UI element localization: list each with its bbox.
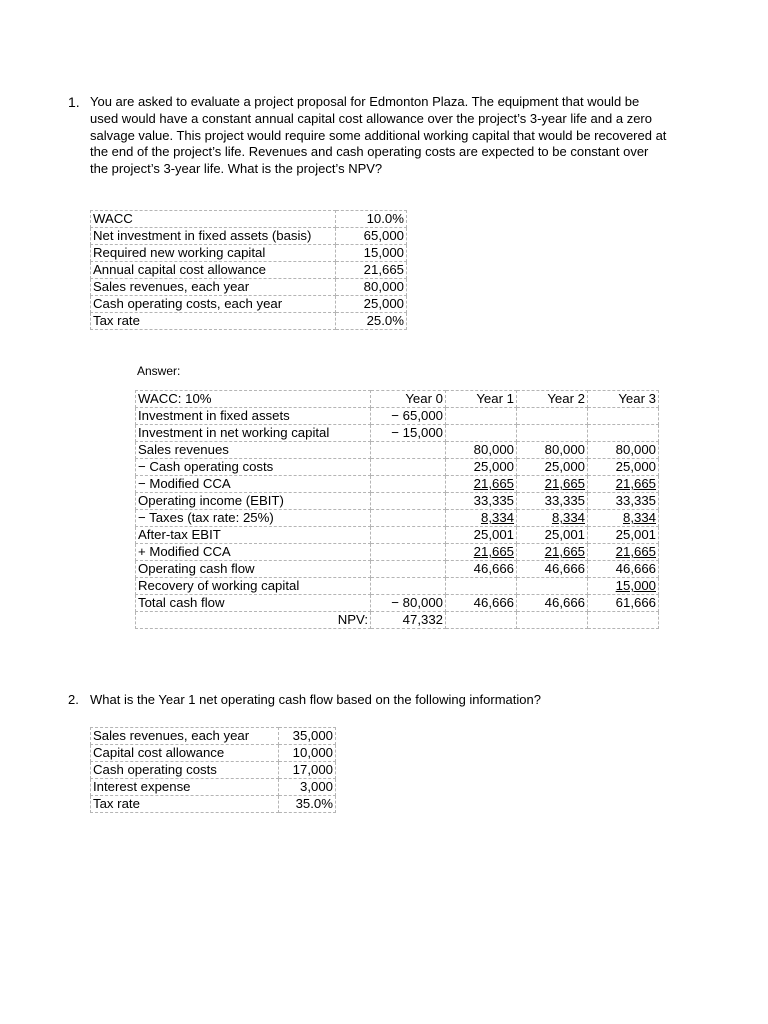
row-value: [446, 493, 517, 510]
cell-value: 46,666: [615, 561, 656, 576]
row-value: [588, 578, 659, 595]
row-value: [588, 476, 659, 493]
cell-value: 33,335: [544, 493, 585, 508]
question-2-text: What is the Year 1 net operating cash flow based on the following information?: [90, 692, 541, 707]
row-value: [517, 493, 588, 510]
given-label: Interest expense: [91, 779, 279, 796]
cell-value: 8,334: [622, 510, 656, 525]
row-label: − Taxes (tax rate: 25%): [136, 510, 371, 527]
cell-value: 80,000: [473, 442, 514, 457]
table-row: [136, 442, 659, 459]
given-label: Required new working capital: [91, 245, 336, 262]
row-value: [517, 510, 588, 527]
row-value: [446, 408, 517, 425]
given-value: 10,000: [279, 745, 336, 762]
answer-cash-flow-table: [135, 390, 659, 629]
cell-value: 46,666: [473, 561, 514, 576]
row-value: [517, 561, 588, 578]
cell-value: 15,000: [615, 578, 656, 593]
cell-value: 46,666: [473, 595, 514, 610]
table-row: [136, 561, 659, 578]
row-value: [371, 578, 446, 595]
cell-value: 33,335: [615, 493, 656, 508]
cell-value: 8,334: [551, 510, 585, 525]
cell-value: 25,000: [615, 459, 656, 474]
table-row: [91, 262, 407, 279]
cell-value: 33,335: [473, 493, 514, 508]
cell-value: 21,665: [473, 476, 514, 491]
given-value: 35,000: [279, 728, 336, 745]
table-row: [136, 595, 659, 612]
row-value: [588, 544, 659, 561]
table-row: [136, 544, 659, 561]
table-row: [91, 796, 336, 813]
given-label: Cash operating costs: [91, 762, 279, 779]
row-value: [517, 476, 588, 493]
question-1-number: 1.: [68, 94, 80, 110]
cell-value: 25,001: [544, 527, 585, 542]
given-value: 3,000: [279, 779, 336, 796]
table-row: [91, 779, 336, 796]
row-value: [517, 527, 588, 544]
empty-cell: [517, 612, 588, 629]
row-value: [517, 425, 588, 442]
cell-value: 21,665: [473, 544, 514, 559]
given-value: 10.0%: [336, 211, 407, 228]
cell-value: 25,001: [473, 527, 514, 542]
row-value: [588, 408, 659, 425]
cell-value: 80,000: [615, 442, 656, 457]
given-label: Net investment in fixed assets (basis): [91, 228, 336, 245]
header-year: Year 0: [371, 391, 446, 408]
row-value: [588, 442, 659, 459]
cell-value: 21,665: [615, 476, 656, 491]
empty-cell: [588, 612, 659, 629]
table-row: [136, 493, 659, 510]
given-value: 21,665: [336, 262, 407, 279]
header-year: Year 1: [446, 391, 517, 408]
row-value: [446, 561, 517, 578]
row-value: [588, 425, 659, 442]
row-value: [371, 476, 446, 493]
cell-value: − 15,000: [391, 425, 443, 440]
row-value: [517, 595, 588, 612]
answer-label: Answer:: [137, 364, 181, 378]
row-value: [517, 578, 588, 595]
given-value: 25,000: [336, 296, 407, 313]
cell-value: 21,665: [615, 544, 656, 559]
table-row: [91, 296, 407, 313]
row-value: [446, 425, 517, 442]
row-label: Recovery of working capital: [136, 578, 371, 595]
row-label: Investment in fixed assets: [136, 408, 371, 425]
question-1-text: You are asked to evaluate a project proposal for Edmonton Plaza. The equipment that would be used would have a constant annual capital cost allowance over the project’s 3-year life and a zero salvage value. This project would require some additional working capital that would be recovered at the end of the project’s life. Revenues and cash operating costs are expected to be constant over the project’s 3-year life. What is the project’s NPV?: [90, 94, 667, 177]
row-value: [588, 561, 659, 578]
npv-label: NPV:: [136, 612, 371, 629]
table-row: [91, 313, 407, 330]
question-2-number: 2.: [68, 692, 79, 707]
row-value: [517, 408, 588, 425]
cell-value: 21,665: [544, 476, 585, 491]
given-label: WACC: [91, 211, 336, 228]
row-value: [588, 595, 659, 612]
cell-value: 25,001: [615, 527, 656, 542]
row-value: [371, 527, 446, 544]
row-value: [371, 408, 446, 425]
table-row: [136, 510, 659, 527]
row-value: [446, 510, 517, 527]
given-value: 17,000: [279, 762, 336, 779]
row-label: Total cash flow: [136, 595, 371, 612]
cell-value: 80,000: [544, 442, 585, 457]
table-row: [136, 476, 659, 493]
cell-value: 25,000: [544, 459, 585, 474]
row-value: [446, 476, 517, 493]
table-header-row: [136, 391, 659, 408]
npv-row: [136, 612, 659, 629]
row-value: [588, 510, 659, 527]
header-label: WACC: 10%: [136, 391, 371, 408]
row-value: [446, 544, 517, 561]
table-row: [91, 245, 407, 262]
given-value: 35.0%: [279, 796, 336, 813]
row-value: [446, 459, 517, 476]
row-value: [446, 442, 517, 459]
row-value: [371, 425, 446, 442]
question-2-given-table: [90, 727, 336, 813]
row-label: Investment in net working capital: [136, 425, 371, 442]
cell-value: − 80,000: [391, 595, 443, 610]
cell-value: 21,665: [544, 544, 585, 559]
cell-value: 61,666: [615, 595, 656, 610]
row-label: Operating income (EBIT): [136, 493, 371, 510]
given-label: Annual capital cost allowance: [91, 262, 336, 279]
given-value: 80,000: [336, 279, 407, 296]
row-value: [446, 595, 517, 612]
table-row: [91, 762, 336, 779]
cell-value: 25,000: [473, 459, 514, 474]
row-value: [588, 527, 659, 544]
row-value: [371, 442, 446, 459]
row-label: − Cash operating costs: [136, 459, 371, 476]
row-value: [588, 493, 659, 510]
given-value: 65,000: [336, 228, 407, 245]
row-value: [588, 459, 659, 476]
given-label: Sales revenues, each year: [91, 279, 336, 296]
row-value: [371, 561, 446, 578]
cell-value: 46,666: [544, 561, 585, 576]
row-value: [517, 442, 588, 459]
row-label: Sales revenues: [136, 442, 371, 459]
given-label: Tax rate: [91, 796, 279, 813]
row-label: + Modified CCA: [136, 544, 371, 561]
row-value: [371, 544, 446, 561]
row-value: [446, 527, 517, 544]
row-value: [371, 493, 446, 510]
table-row: [136, 425, 659, 442]
table-row: [91, 745, 336, 762]
row-label: − Modified CCA: [136, 476, 371, 493]
cell-value: 46,666: [544, 595, 585, 610]
header-year: Year 3: [588, 391, 659, 408]
table-row: [91, 728, 336, 745]
table-row: [91, 211, 407, 228]
table-row: [136, 527, 659, 544]
given-value: 25.0%: [336, 313, 407, 330]
table-row: [136, 408, 659, 425]
given-label: Cash operating costs, each year: [91, 296, 336, 313]
header-year: Year 2: [517, 391, 588, 408]
question-1-given-table: [90, 210, 407, 330]
row-value: [371, 510, 446, 527]
table-row: [136, 459, 659, 476]
table-row: [91, 279, 407, 296]
empty-cell: [446, 612, 517, 629]
npv-value: 47,332: [371, 612, 446, 629]
row-label: After-tax EBIT: [136, 527, 371, 544]
cell-value: 8,334: [480, 510, 514, 525]
given-label: Capital cost allowance: [91, 745, 279, 762]
given-value: 15,000: [336, 245, 407, 262]
row-value: [517, 544, 588, 561]
cell-value: − 65,000: [391, 408, 443, 423]
table-row: [91, 228, 407, 245]
row-value: [446, 578, 517, 595]
given-label: Sales revenues, each year: [91, 728, 279, 745]
row-label: Operating cash flow: [136, 561, 371, 578]
row-value: [371, 595, 446, 612]
row-value: [517, 459, 588, 476]
table-row: [136, 578, 659, 595]
given-label: Tax rate: [91, 313, 336, 330]
row-value: [371, 459, 446, 476]
